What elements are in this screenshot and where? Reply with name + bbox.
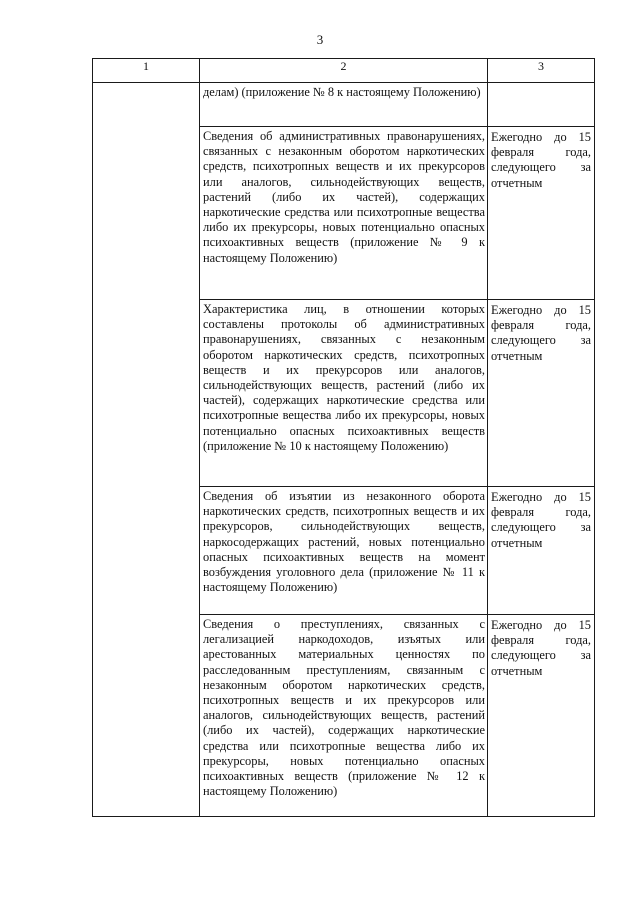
row-description-cell [200,127,488,300]
row-deadline-cell [488,487,595,615]
row-description: делам) (приложение № 8 к настоящему Положению) [203,85,481,99]
header-cell-3: 3 [488,59,595,83]
row-deadline-cell [488,127,595,300]
header-cell-2: 2 [200,59,488,83]
header-cell-1: 1 [93,59,200,83]
row-description-cell [200,487,488,615]
row-deadline-cell [488,83,595,127]
table-header-row [93,59,595,83]
page-number: 3 [316,32,324,47]
row-description: Сведения об административных правонарушениях, связанных с незаконным оборотом наркотических средств, психотропных веществ и их прекурсоров или аналогов, сильнодействующих веществ, растений (либо их частей), содержащих наркотические средства или психотропные вещества либо их прекурсоры, новых потенциально опасных психоактивных веществ (приложение № 9 к настоящему Положению) [203,129,485,265]
row-deadline: Ежегодно до 15 февраля года, следующего за отчетным [491,130,591,190]
row-deadline: Ежегодно до 15 февраля года, следующего за отчетным [491,618,591,678]
row-description-cell [200,615,488,817]
reporting-table [92,58,595,817]
row-deadline [488,83,594,86]
row-deadline-cell [488,615,595,817]
row-description: Сведения об изъятии из незаконного оборота наркотических средств, психотропных веществ и их прекурсоров, сильнодействующих веществ, наркосодержащих растений, новых потенциально опасных психоактивных веществ на момент возбуждения уголовного дела (приложение № 11 к настоящему Положению) [203,489,485,595]
merged-first-column-cell [93,83,200,817]
row-deadline-cell [488,300,595,487]
row-deadline: Ежегодно до 15 февраля года, следующего за отчетным [491,490,591,550]
row-description: Характеристика лиц, в отношении которых составлены протоколы об административных правонарушениях, связанных с незаконным оборотом наркотических средств, психотропных веществ и их прекурсоров или аналогов, сильнодействующих веществ, растений (либо их частей), содержащих наркотические средства или психотропные вещества либо их прекурсоры, новых потенциально опасных психоактивных веществ (приложение № 10 к настоящему Положению) [203,302,485,453]
row-deadline: Ежегодно до 15 февраля года, следующего за отчетным [491,303,591,363]
table-row [93,83,595,127]
row-description-cell [200,300,488,487]
row-description-cell [200,83,488,127]
row-description: Сведения о преступлениях, связанных с легализацией наркодоходов, изъятых или арестованных материальных ценностях по расследованным преступлениям, связанным с незаконным оборотом наркотических средств, психотропных веществ и их прекурсоров или аналогов, сильнодействующих веществ, растений (либо их частей), содержащих наркотические средства или психотропные вещества либо их прекурсоры, новых потенциально опасных психоактивных веществ (приложение № 12 к настоящему Положению) [203,617,485,799]
